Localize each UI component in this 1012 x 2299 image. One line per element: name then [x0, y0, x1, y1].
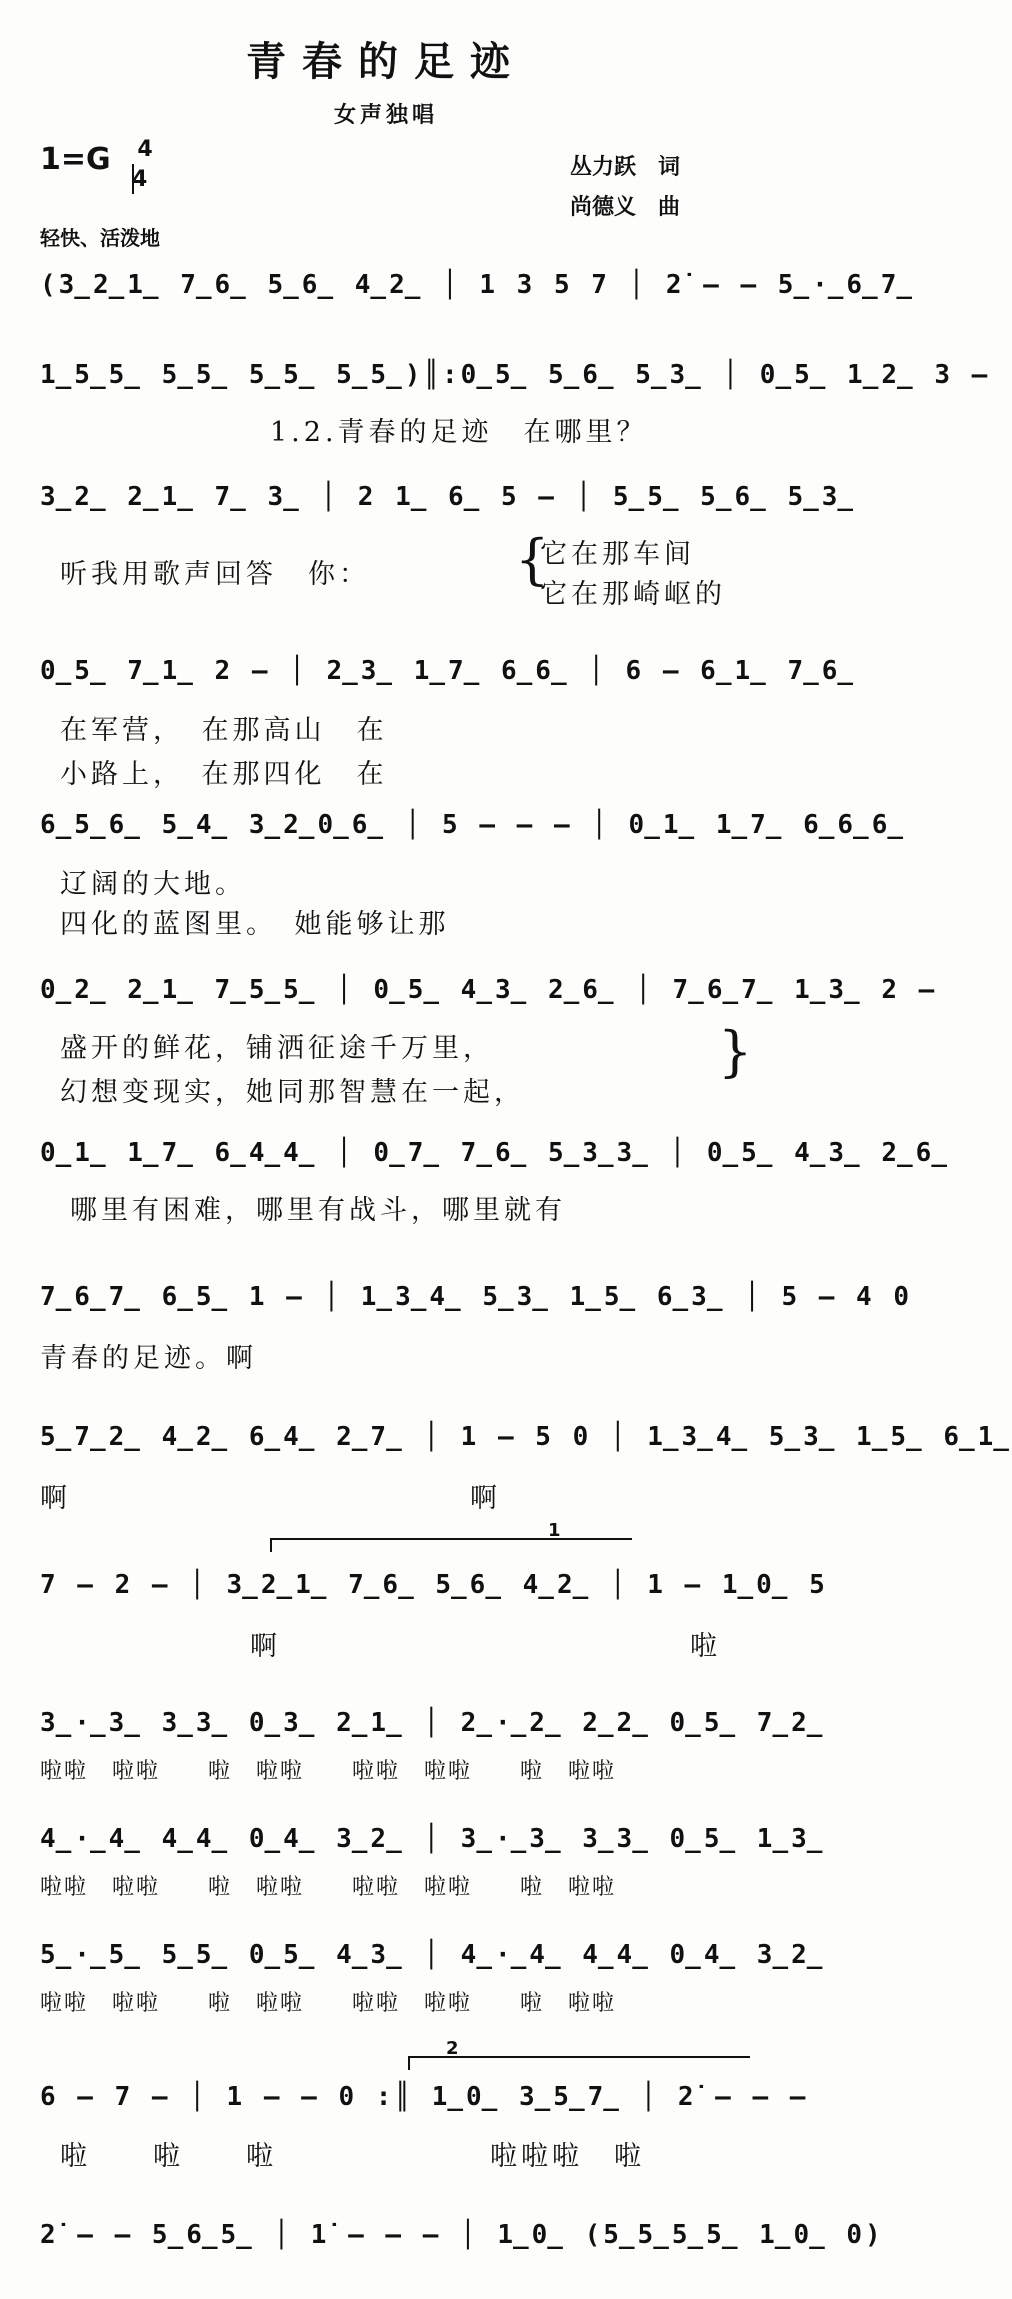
lyric-line: 听我用歌声回答 你：	[60, 559, 370, 590]
notation-line: 2̇ — — 5̲6̲5̲ │ 1̇ — — — │ 1̲0̲ (5̲5̲5̲5̲ 1̲0̲ 0)	[40, 2220, 884, 2250]
lyric-line: 它在那崎岖的	[540, 579, 726, 610]
notation-line: 3̲·̲3̲ 3̲3̲ 0̲3̲ 2̲1̲ │ 2̲·̲2̲ 2̲2̲ 0̲5̲ 7̲2̲	[40, 1708, 826, 1738]
lyric-line: 辽阔的大地。	[60, 869, 246, 900]
tempo-marking: 轻快、活泼地	[40, 226, 160, 250]
lyric-line: 幻想变现实，她同那智慧在一起，	[60, 1077, 525, 1108]
lyric-line: 啦啦 啦啦 啦 啦啦 啦啦 啦啦 啦 啦啦	[40, 1991, 617, 2016]
key-signature: 1=G	[40, 142, 111, 177]
lyric-line: 啊	[250, 1631, 281, 1662]
notation-line: 1̲5̲5̲ 5̲5̲ 5̲5̲ 5̲5̲)║:0̲5̲ 5̲6̲ 5̲3̲ │ 0̲5̲ 1̲2̲ 3 —	[40, 360, 991, 390]
notation-line: 4̲·̲4̲ 4̲4̲ 0̲4̲ 3̲2̲ │ 3̲·̲3̲ 3̲3̲ 0̲5̲ 1̲3̲	[40, 1824, 826, 1854]
notation-line: 0̲1̲ 1̲7̲ 6̲4̲4̲ │ 0̲7̲ 7̲6̲ 5̲3̲3̲ │ 0̲5̲ 4̲3̲ 2̲6̲	[40, 1138, 950, 1168]
notation-line: 5̲7̲2̲ 4̲2̲ 6̲4̲ 2̲7̲ │ 1 — 5 0 │ 1̲3̲4̲ 5̲3̲ 1̲5̲ 6̲1̲	[40, 1422, 1012, 1452]
lyric-line: 啦 啦 啦	[60, 2141, 277, 2172]
composer: 尚德义 曲	[570, 194, 681, 220]
lyric-line: 小路上， 在那四化 在	[60, 759, 388, 790]
notation-line: (3̲2̲1̲ 7̲6̲ 5̲6̲ 4̲2̲ │ 1 3 5 7 │ 2̇ — — 5̲·̲6̲7̲	[40, 270, 916, 300]
lyric-line: 1.2.青春的足迹 在哪里？	[270, 417, 648, 448]
notation-line: 7̲6̲7̲ 6̲5̲ 1 — │ 1̲3̲4̲ 5̲3̲ 1̲5̲ 6̲3̲ │ 5 — 4 0	[40, 1282, 913, 1312]
volta-bracket	[408, 2056, 750, 2070]
notation-line: 6 — 7 — │ 1 — — 0 :║ 1̲0̲ 3̲5̲7̲ │ 2̇ — — —	[40, 2082, 809, 2112]
lyric-line: 青春的足迹。啊	[40, 1343, 257, 1374]
lyric-line: 啦啦啦 啦	[490, 2141, 645, 2172]
lyric-line: 啊	[40, 1483, 71, 1514]
volta-bracket	[270, 1538, 632, 1552]
lyric-line: 啦	[690, 1631, 721, 1662]
volta-number: 2	[446, 2038, 459, 2059]
time-bottom: 4	[132, 164, 134, 194]
notation-line: 3̲2̲ 2̲1̲ 7̲ 3̲ │ 2 1̲ 6̲ 5 — │ 5̲5̲ 5̲6̲ 5̲3̲	[40, 482, 857, 512]
lyric-line: 它在那车间	[540, 539, 695, 570]
volta-number: 1	[548, 1520, 561, 1541]
lyric-line: 啦啦 啦啦 啦 啦啦 啦啦 啦啦 啦 啦啦	[40, 1875, 617, 1900]
time-signature	[132, 136, 158, 192]
verse-brace: {	[515, 528, 550, 591]
lyric-line: 四化的蓝图里。 她能够让那	[60, 909, 450, 940]
notation-line: 0̲2̲ 2̲1̲ 7̲5̲5̲ │ 0̲5̲ 4̲3̲ 2̲6̲ │ 7̲6̲7̲ 1̲3̲ 2 —	[40, 975, 938, 1005]
song-title: 青春的足迹	[246, 38, 526, 85]
notation-line: 7 — 2 — │ 3̲2̲1̲ 7̲6̲ 5̲6̲ 4̲2̲ │ 1 — 1̲0̲ 5	[40, 1570, 828, 1600]
lyric-line: 盛开的鲜花，铺洒征途千万里，	[60, 1033, 494, 1064]
notation-line: 5̲·̲5̲ 5̲5̲ 0̲5̲ 4̲3̲ │ 4̲·̲4̲ 4̲4̲ 0̲4̲ 3̲2̲	[40, 1940, 826, 1970]
lyric-line: 啊	[470, 1483, 501, 1514]
verse-brace: }	[718, 1020, 753, 1083]
lyric-line: 哪里有困难，哪里有战斗，哪里就有	[70, 1195, 566, 1226]
lyricist: 丛力跃 词	[570, 154, 681, 180]
notation-line: 0̲5̲ 7̲1̲ 2 — │ 2̲3̲ 1̲7̲ 6̲6̲ │ 6 — 6̲1̲ 7̲6̲	[40, 656, 857, 686]
lyric-line: 啦啦 啦啦 啦 啦啦 啦啦 啦啦 啦 啦啦	[40, 1759, 617, 1784]
lyric-line: 在军营， 在那高山 在	[60, 715, 388, 746]
song-subtitle: 女声独唱	[333, 102, 438, 128]
time-top: 4	[137, 137, 153, 162]
notation-line: 6̲5̲6̲ 5̲4̲ 3̲2̲0̲6̲ │ 5 — — — │ 0̲1̲ 1̲7̲ 6̲6̲6̲	[40, 810, 907, 840]
